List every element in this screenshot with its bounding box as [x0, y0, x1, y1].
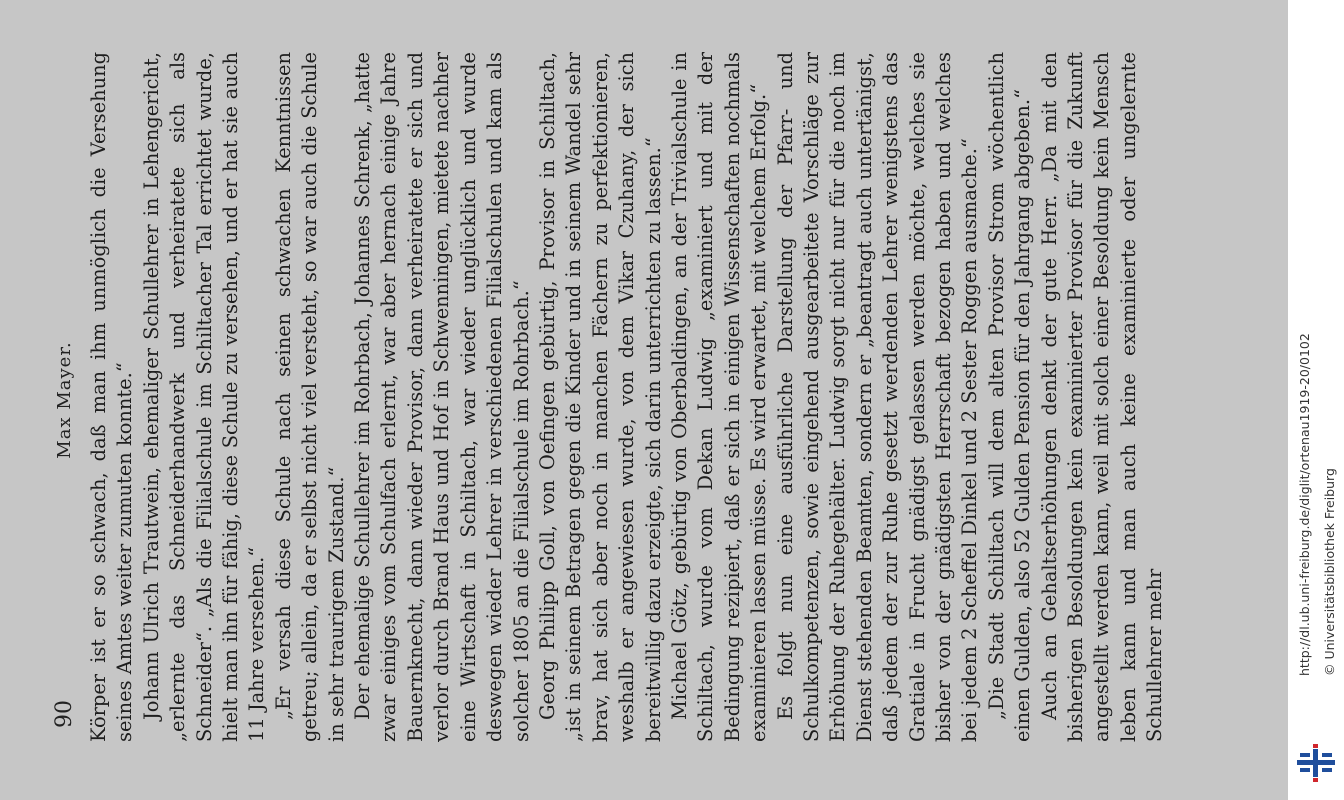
- paragraph: „Er versah diese Schule nach seinen schwachen Kenntnissen getreu; allein, da er selbst nicht viel versteht, so war auch die Schule in sehr traurigem Zustand.“: [271, 52, 348, 742]
- paragraph: Körper ist er so schwach, daß man ihm unmöglich die Versehung seines Amtes weiter zumuten konnte.“: [87, 52, 137, 742]
- body-text: [86, 52, 1169, 742]
- paragraph: Michael Götz, gebürtig von Oberbaldingen, an der Trivialschule in Schiltach, wurde vom Dekan Ludwig „examiniert und mit der Bedingung rezipiert, daß er sich in einigen Wissenschaften nochmals examinieren lassen müsse. Es wird erwartet, mit welchem Erfolg.“: [667, 52, 771, 742]
- university-library-logo-icon: [1294, 744, 1338, 782]
- page-number: 90: [52, 700, 77, 728]
- source-url-link[interactable]: http://dl.ub.uni-freiburg.de/diglit/ortenau1919-20/0102: [1297, 333, 1312, 676]
- paragraph: Es folgt nun eine ausführliche Darstellung der Pfarr- und Schulkompetenzen, sowie eingehend ausgearbeitete Vorschläge zur Erhöhung der Ruhegehälter. Ludwig sorgt nicht nur für die noch im Dienst stehenden Beamten, sondern er „beantragt auch untertänigst, daß jedem der zur Ruhe gesetzt werdenden Lehrer wenigstens das Gratiale in Frucht gnädigst gelassen werden möchte, welches sie bisher von der gnädigsten Herrschaft bezogen haben und welches bei jedem 2 Scheffel Dinkel und 2 Sester Roggen ausmache.“: [773, 52, 982, 742]
- copyright-notice: © Universitätsbibliothek Freiburg: [1322, 468, 1337, 676]
- paragraph: Der ehemalige Schullehrer im Rohrbach, Johannes Schrenk, „hatte zwar einiges vom Schulfach erlernt, war aber hernach einige Jahre Bauernknecht, dann wieder Provisor, dann verheiratete er sich und verlor durch Brand Haus und Hof in Schwenningen, mietete nachher eine Wirtschaft in Schiltach, war wieder unglücklich und wurde deswegen wieder Lehrer in verschiedenen Filialschulen und kam als solcher 1805 an die Filialschule im Rohrbach.“: [351, 52, 533, 742]
- paragraph: Georg Philipp Goll, von Oefingen gebürtig, Provisor in Schiltach, „ist in seinem Betragen gegen die Kinder und in seinem Wandel sehr brav, hat sich aber noch in manchen Fächern zu perfektionieren, weshalb er angewiesen wurde, von dem Vikar Czuhany, der sich bereitwillig dazu erzeigte, sich darin unterrichten zu lassen.“: [535, 52, 665, 742]
- paragraph: „Die Stadt Schiltach will dem alten Provisor Strom wöchentlich einen Gulden, also 52 Gulden Pension für den Jahrgang abgeben.“: [984, 52, 1035, 742]
- running-head: Max Mayer.: [54, 341, 75, 459]
- paragraph: Johann Ulrich Trautwein, ehemaliger Schullehrer in Lehengericht, „erlernte das Schneiderhandwerk und verheiratete sich als Schneider“. „Als die Filialschule im Schiltacher Tal errichtet wurde, hielt man ihn für fähig, diese Schule zu versehen, und er hat sie auch 11 Jahre versehen.“: [139, 52, 269, 742]
- paragraph: Auch an Gehaltserhöhungen denkt der gute Herr. „Da mit den bisherigen Besoldungen kein examinierter Provisor für die Zukunft angestellt werden kann, weil mit solch einer Besoldung kein Mensch leben kann und man auch keine examinierte oder ungelernte Schullehrer mehr: [1037, 52, 1167, 742]
